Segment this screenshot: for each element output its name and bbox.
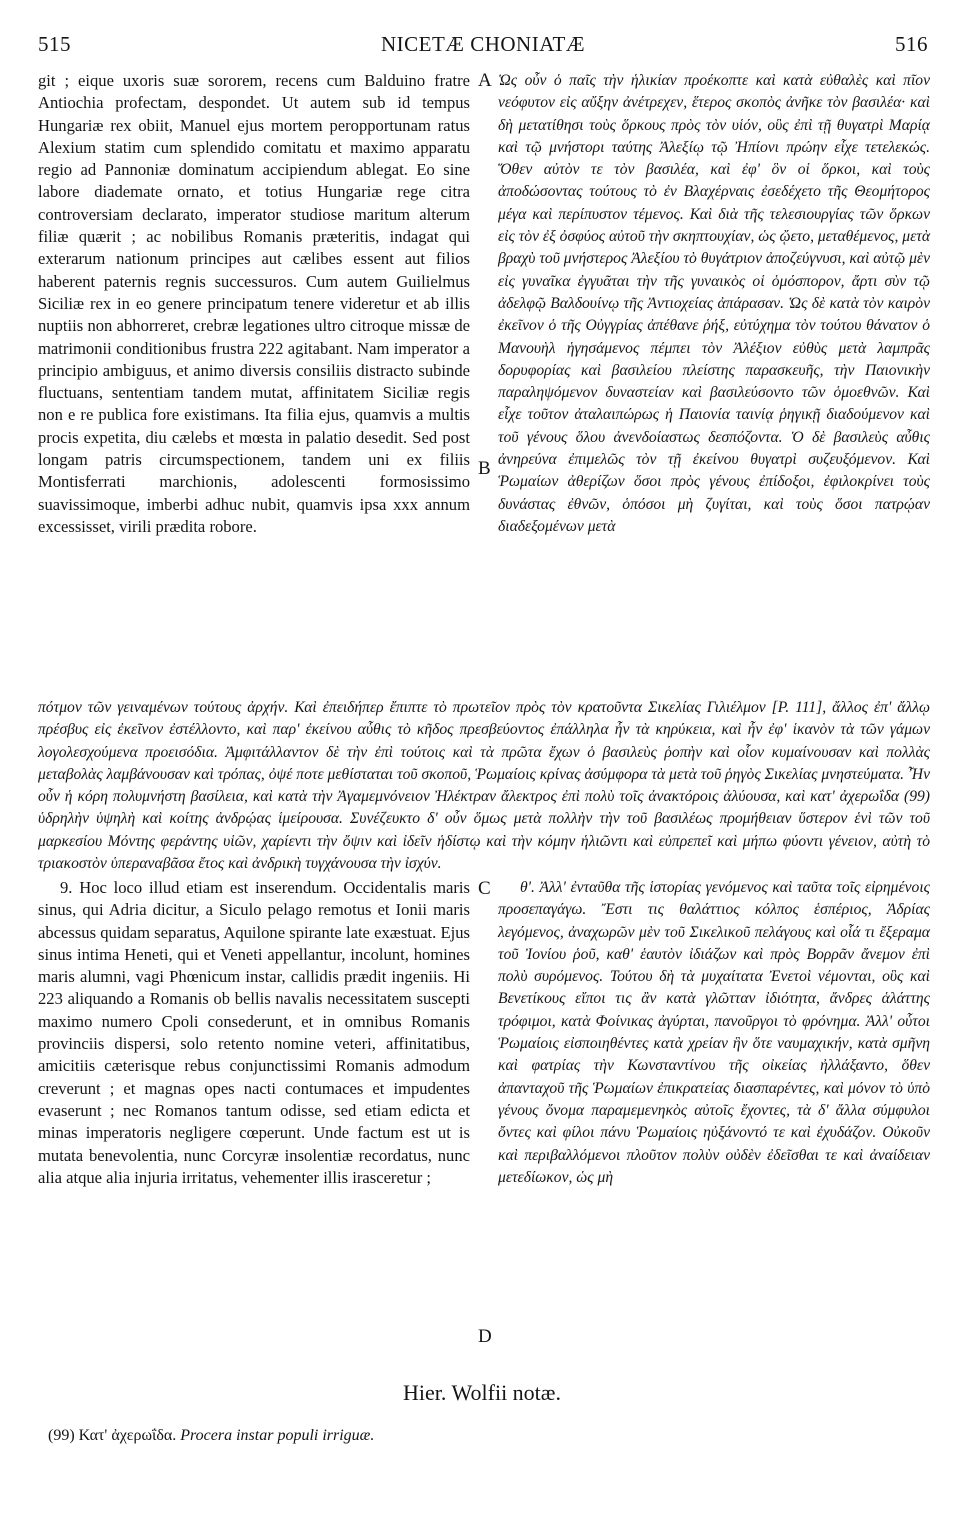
running-title: NICETÆ CHONIATÆ	[380, 32, 586, 56]
latin-column-bottom: 9. Hoc loco illud etiam est inserendum. Occidentalis maris sinus, qui Adria dicitur, a Siculo pelago remotus et Ionii maris abcessus quidam separatus, Aquilone spirante late exæstuat. Ejus sinus intima Heneti, qui et Veneti appellantur, incolunt, homines maris alumni, vagi Phœnicum instar, callidis prædit ingeniis. Hi 223 aliquando a Romanis ob bellis navalis necessitatem suscepti maximo numero Cpoli consederunt, et in omnibus Romanis provinciis dispersi, solo retento nomine veteri, affinitatibus, amicitiis cæterisque rebus conjunctissimi Romanis admodum creverunt ; et magnas opes nacti contumaces et impudentes evaserunt ; nec Romanos tantum odisse, sed etiam edicta et minas imperatoris negligere cœperunt. Unde factum est ut is mutata benevolentia, nunc Corcyræ insolentiæ recordatus, nunc alia atque alia injuria irritatus, vehementer illis irasceretur ;	[38, 878, 470, 1187]
page-header	[38, 32, 928, 60]
footnote-latin: Procera instar populi irriguæ.	[180, 1427, 375, 1444]
greek-column-top: Ὡς οὖν ὁ παῖς τὴν ἡλικίαν προέκοπτε καὶ κατὰ εὐθαλὲς καὶ πῖον νεόφυτον εἰς αὔξην ἀνέτρεχεν, ἕτερος σκοπὸς ἀνῆκε τὸν βασιλέα· καὶ δὴ μετατίθησι τοὺς ὅρκους πρὸς τὸν υἱόν, οὓς ἐπὶ τῇ θυγατρὶ Μαρίᾳ καὶ τῷ μνήστορι ταύτης Ἀλεξίῳ τῷ Ἠπίονι πρώην εἶχε τετελεκώς. Ὅθεν αὐτὸν τε τὸν βασιλέα, καὶ ἐφ' ὃν οἱ ὅρκοι, καὶ τοὺς ἀποδώσοντας τούτους τὸ ἐν Βλαχέρναις ἐσεδέχετο τῆς Θεομήτορος μέγα καὶ περίπυστον τέμενος. Καὶ διὰ τῆς τελεσιουργίας τῶν ὅρκων εἰς τὸν ἐξ ὀσφύος αὐτοῦ τὴν σκηπτουχίαν, ὡς ᾤετο, μεταθέμενος, μετὰ βραχὺ τοῦ μνήστερος Ἀλεξίου τὸ θυγάτριον ἀποζεύγνυσι, καὶ αὐτῷ μὲν εἰς γυναῖκα ἐγγυᾶται τὴν τῆς γυναικὸς οἱ ὁμόσπορον, ἄρτι σὺν τῷ ἀδελφῷ Βαλδουίνῳ τῆς Ἀντιοχείας ἀπάρασαν. Ὡς δὲ κατὰ τὸν καιρὸν ἐκεῖνον ὁ τῆς Οὐγγρίας ἀπέθανε ῥήξ, εὐτύχημα τὸν τούτου θάνατον ὁ Μανουὴλ ἡγησάμενος πέμπει τὸν Ἀλέξιον εὐθὺς μετὰ λαμπρᾶς δορυφορίας καὶ βασιλείου πλείστης παρασκευῆς, τὴν Παιονικὴν παραληψόμενον δυναστείαν καὶ βασιλεύσοντο τῶν ὁμοεθνῶν. Καὶ εἶχε τοῦτον ἀταλαιπώρως ἡ Παιονία ταινίᾳ ῥηγικῇ διαδούμενον καὶ τοῦ γένους ὅλου ἀνενδοίαστως δεσπόζοντα. Ὁ δὲ βασιλεὺς αὖθις ἀνηρεύνα ἐπιμελῶς τὸν τῇ ἐκείνου θυγατρὶ συζευξόμενον. Καὶ Ῥωμαίων ἀθερίζων ὅσοι πρὸς γένους ἐπίδοξοι, ἐφιλοκρίνει τοὺς δυνάστας ἐθνῶν, ὁπόσοι μὴ ζυγίται, καὶ τοὺς ὅσοι πατρῴαν διαδεξομένων μετὰ	[498, 72, 930, 535]
column-marker-c: C	[478, 878, 491, 899]
footnote-greek: Κατ' ἀχερωΐδα.	[78, 1427, 177, 1444]
column-marker-a: A	[478, 70, 492, 91]
notes-heading: Hier. Wolfii notæ.	[403, 1380, 561, 1405]
greek-full-width-paragraph: πότμον τῶν γειναμένων τούτους ἀρχήν. Καὶ ἐπειδήπερ ἔπιπτε τὸ πρωτεῖον πρὸς τὸν κρατοῦντα Σικελίας Γιλιέλμον [P. 111], ἄλλος ἐπ' ἄλλῳ πρέσβυς εἰς ἐκεῖνον ἐστέλλοντο, καὶ παρ' ἐκείνου αὖθις τὸ κῆδος πρεσβεύοντος ἐπάλληλα ἦν τὰ κηρύκεια, καὶ ἦν ἐφ' ἱκανὸν τὰ τῶν γάμων λογολεσχούμενα προεισόδια. Ἀμφιτάλλαντον δὲ τὴν ἐπὶ τούτοις καὶ τὰ πρῶτα ἔχων ὁ βασιλεὺς ῥοπὴν καὶ οἷον κυμαίνουσαν καὶ πολλὰς μεταβολὰς λαμβάνουσαν καὶ τρόπας, ὀψέ ποτε μεθίσταται τοῦ σκοποῦ, Ῥωμαίοις κρίνας ἀσύμφορα τὰ μετὰ τοῦ ῥηγὸς Σικελίας μνηστεύματα. Ἦν οὖν ἡ κόρη πολυμνήστη βασίλεια, καὶ κατὰ τὴν Ἀγαμεμνόνειον Ἠλέκτραν ἄλεκτρος ἐπὶ πολὺ τοῖς ἀνακτόροις ἀλύουσα, καὶ κατ' ἀχερωΐδα (99) ὑδρηλὴν ὑψηλὴ καὶ κοίτης ἀνδρῴας ἱμείρουσα. Συνέζευκτο δ' οὖν ὅμως μετὰ πολλὴν τὴν τοῦ βασιλέως προμήθειαν ὕστερον ἑνὶ τῶν τοῦ μαρκεσίου Μόντης φεράντης υἱῶν, χαρίεντι τὴν ὄψιν καὶ ἰδεῖν ἡδίστῳ καὶ τὴν κόμην ἡλιῶντι καὶ εὐπρεπεῖ καὶ μήπω φύοντι γένειον, αὐτὴ τὸ τριακοστὸν ὑπεραναβᾶσα ἔτος καὶ ἀνδρικὴ τυγχάνουσα τὴν ἰσχύν.	[38, 699, 930, 873]
column-marker-d: D	[478, 1326, 492, 1347]
column-marker-b: B	[478, 458, 491, 479]
footnote	[48, 1425, 918, 1447]
greek-column-bottom: θ'. Ἀλλ' ἐνταῦθα τῆς ἱστορίας γενόμενος καὶ ταῦτα τοῖς εἰρημένοις προσεπαγάγω. Ἔστι τις θαλάττιος κόλπος ἑσπέριος, Ἀδρίας λεγόμενος, ἀναχωρῶν μὲν τοῦ Σικελικοῦ πελάγους καὶ οἷά τι ἔξεραμα τοῦ Ἰονίου ῥοῦ, καθ' ἑαυτὸν ἰδιάζων καὶ πρὸς Βορρᾶν ἄνεμον ἐπὶ πολὺ συρόμενος. Τούτου δὴ τὰ μυχαίτατα Ἐνετοὶ νέμονται, οὓς καὶ Βενετίκους εἴποι τις ἂν κατὰ γλῶτταν ἰδιότητα, ἄνδρες ἁλάττης τρόφιμοι, κατὰ Φοίνικας ἀγύρται, πανοῦργοι τὸ φρόνημα. Ἀλλ' οὗτοι Ῥωμαίοις εἰσποιηθέντες κατὰ χρείαν ἣν ὅτε ναυμαχικήν, κατὰ σμῆνη καὶ φατρίας τὴν Κωνσταντίνου τῆς οἰκείας ἠλλάξαντο, ὅθεν ἀπανταχοῦ τῆς Ῥωμαίων ἐπικρατείας διασπαρέντες, καὶ μόνον τὸ ὑπὸ γένους ὄνομα παραμεμενηκὸς αὐτοῖς ἔχοντες, τὰ δ' ἄλλα σύμφυλοι ὄντες καὶ φίλοι πάνυ Ῥωμαίοις ηὐξάνοντό τε καὶ ἐχυδάζον. Οὐκοῦν καὶ περιβαλλόμενοι πλοῦτον πολὺν οὐδὲν ἐδεῖσθαι τε καὶ ἀναίδειαν μετεδίωκον, ὡς μὴ	[498, 879, 930, 1186]
latin-column-top: git ; eique uxoris suæ sororem, recens cum Balduino fratre Antiochia profectam, despondet. Ut autem sub id tempus Hungariæ rex obiit, Manuel ejus mortem peropportunam ratus Alexium statim cum splendido comitatu et maximo apparatu regio ad Pannoniæ dominatum accipiendum ablegat. Eo sine labore diademate ornato, et totius Hungariæ rege citra controversiam declarato, imperator studiose maritum alterum filiæ quærit ; ac nobilibus Romanis præteritis, indagat qui exterarum nationum principes aut cælibes essent aut filios haberent paternis regnis successuros. Cum autem Guilielmus Siciliæ rex in eo genere principatum tenere videretur et ab illis nuptiis non abhorreret, crebræ legationes ultro citroque missæ de matrimonii conditionibus frustra 222 agitabant. Nam imperator a principio ambiguus, et animo diversis consiliis distracto subinde fluctuans, sententiam tandem mutat, affinitatem Siciliæ regis non e re publica fore existimans. Ita filia ejus, quamvis a multis procis expetita, diu cælebs et mœsta in palatio desedit. Sed post longam patris circumspectionem, tandem uni ex filiis Montisferrati marchionis, adolescenti formosissimo suavissimoque, imberbi adhuc nubit, quamvis ipsa xxx annum excessisset, virili prædita robore.	[38, 71, 470, 536]
footnote-number: (99)	[48, 1427, 75, 1444]
left-page-number: 515	[38, 32, 71, 56]
right-page-number: 516	[895, 32, 928, 56]
